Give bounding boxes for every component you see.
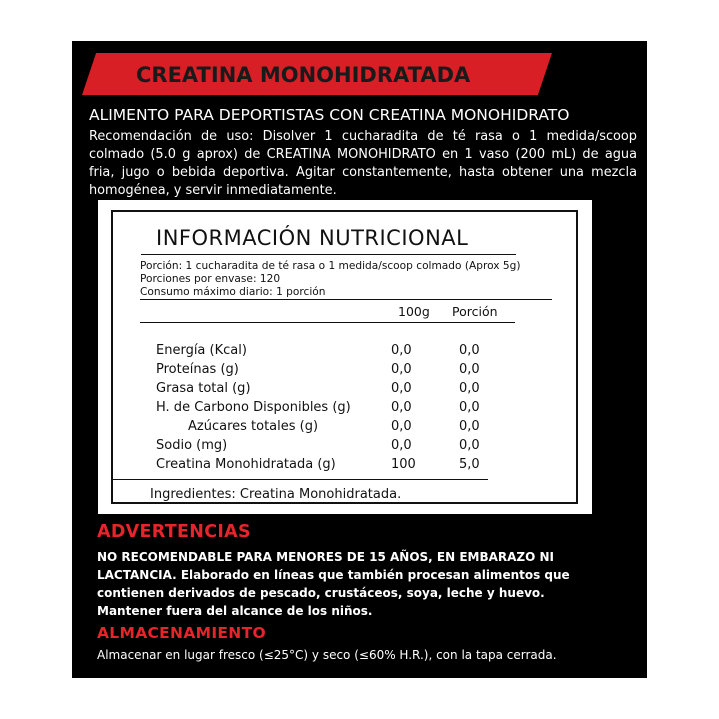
usage-recommendation: Recomendación de uso: Disolver 1 cucharadita de té rasa o 1 medida/scoop colmado (5.0 g aprox) de CREATINA MONOHIDRATO en 1 vaso (200 mL) de agua fria, jugo o bebida deportiva. Agitar constantemente, hasta obtener una mezcla homogénea, y servir inmediatamente.	[89, 129, 637, 198]
storage-title: ALMACENAMIENTO	[97, 624, 266, 642]
value-portion: 0,0	[459, 438, 480, 453]
column-header-100g: 100g	[398, 304, 430, 319]
value-100g: 0,0	[391, 343, 412, 358]
value-100g: 0,0	[391, 419, 412, 434]
nutrition-row	[113, 362, 576, 380]
divider	[140, 299, 552, 300]
storage-text: Almacenar en lugar fresco (≤25°C) y seco (≤60% H.R.), con la tapa cerrada.	[97, 648, 557, 662]
ingredients: Ingredientes: Creatina Monohidratada.	[150, 487, 402, 502]
nutrition-row	[113, 343, 576, 361]
nutrition-title: INFORMACIÓN NUTRICIONAL	[156, 226, 469, 250]
column-header-portion: Porción	[452, 304, 498, 319]
label-panel	[72, 41, 647, 678]
nutrient-label: Grasa total (g)	[156, 381, 251, 396]
nutrient-label: Azúcares totales (g)	[188, 419, 319, 434]
nutrient-label: Energía (Kcal)	[156, 343, 247, 358]
daily-max: Consumo máximo diario: 1 porción	[140, 286, 326, 298]
nutrient-label: H. de Carbono Disponibles (g)	[156, 400, 351, 415]
divider	[141, 254, 516, 255]
value-100g: 0,0	[391, 362, 412, 377]
nutrition-row	[113, 400, 576, 418]
value-portion: 0,0	[459, 381, 480, 396]
product-subtitle: ALIMENTO PARA DEPORTISTAS CON CREATINA MONOHIDRATO	[89, 106, 570, 124]
warnings-title: ADVERTENCIAS	[97, 522, 251, 542]
nutrient-label: Creatina Monohidratada (g)	[156, 457, 336, 472]
value-portion: 0,0	[459, 400, 480, 415]
servings-per-container: Porciones por envase: 120	[140, 273, 281, 285]
nutrient-label: Sodio (mg)	[156, 438, 228, 453]
nutrition-row	[113, 457, 576, 475]
divider	[140, 322, 515, 323]
nutrient-label: Proteínas (g)	[156, 362, 239, 377]
nutrition-facts-frame	[111, 210, 578, 504]
value-portion: 0,0	[459, 362, 480, 377]
value-portion: 5,0	[459, 457, 480, 472]
nutrition-row	[113, 419, 576, 437]
divider	[113, 479, 488, 480]
product-title: CREATINA MONOHIDRATADA	[136, 63, 471, 87]
nutrition-row	[113, 381, 576, 399]
value-100g: 0,0	[391, 381, 412, 396]
value-portion: 0,0	[459, 343, 480, 358]
value-100g: 0,0	[391, 438, 412, 453]
nutrition-facts-box	[98, 200, 592, 514]
serving-size: Porción: 1 cucharadita de té rasa o 1 medida/scoop colmado (Aprox 5g)	[140, 260, 521, 272]
warnings-text: NO RECOMENDABLE PARA MENORES DE 15 AÑOS, EN EMBARAZO NI LACTANCIA. Elaborado en líneas que también procesan alimentos que contienen derivados de pescado, crustáceos, soya, leche y huevo. Mantener fuera del alcance de los niños.	[97, 550, 570, 618]
value-100g: 0,0	[391, 400, 412, 415]
nutrition-row	[113, 438, 576, 456]
value-100g: 100	[391, 457, 416, 472]
value-portion: 0,0	[459, 419, 480, 434]
